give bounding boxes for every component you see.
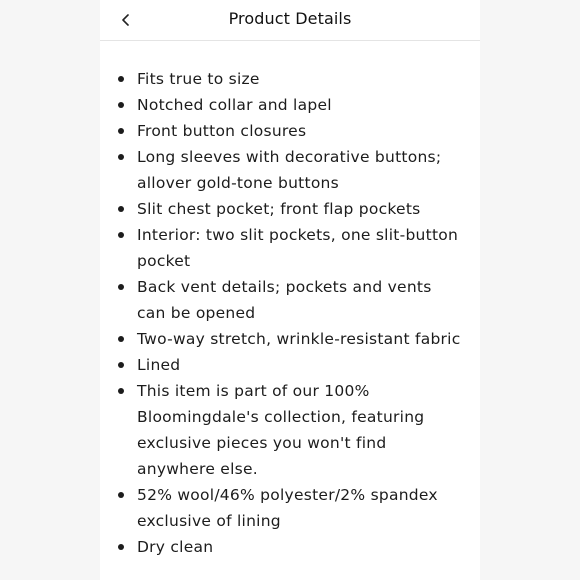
list-item-text: Notched collar and lapel xyxy=(137,96,332,114)
list-item-text: Two-way stretch, wrinkle-resistant fabric xyxy=(137,330,461,348)
list-item xyxy=(100,144,480,196)
bullet-dot-icon xyxy=(118,544,124,550)
bullet-dot-icon xyxy=(118,388,124,394)
list-item-text: Fits true to size xyxy=(137,70,260,88)
list-item xyxy=(100,196,480,222)
bullet-dot-icon xyxy=(118,76,124,82)
bullet-dot-icon xyxy=(118,492,124,498)
list-item xyxy=(100,118,480,144)
bullet-dot-icon xyxy=(118,128,124,134)
header-bar xyxy=(100,0,480,41)
list-item-text: Front button closures xyxy=(137,122,307,140)
list-item xyxy=(100,482,480,534)
list-item xyxy=(100,534,480,560)
list-item-text: 52% wool/46% polyester/2% spandex exclusive of lining xyxy=(137,486,438,530)
bullet-dot-icon xyxy=(118,154,124,160)
page-title: Product Details xyxy=(228,9,352,28)
product-details-list xyxy=(100,66,480,560)
list-item-text: This item is part of our 100% Bloomingdale's collection, featuring exclusive pieces you won't find anywhere else. xyxy=(137,382,425,478)
list-item xyxy=(100,92,480,118)
list-item xyxy=(100,378,480,482)
list-item xyxy=(100,66,480,92)
list-item-text: Dry clean xyxy=(137,538,214,556)
bullet-dot-icon xyxy=(118,232,124,238)
list-item-text: Interior: two slit pockets, one slit-button pocket xyxy=(137,226,459,270)
list-item-text: Lined xyxy=(137,356,181,374)
bullet-dot-icon xyxy=(118,206,124,212)
bullet-dot-icon xyxy=(118,336,124,342)
bullet-dot-icon xyxy=(118,284,124,290)
list-item-text: Long sleeves with decorative buttons; allover gold-tone buttons xyxy=(137,148,442,192)
list-item xyxy=(100,274,480,326)
list-item xyxy=(100,326,480,352)
list-item xyxy=(100,222,480,274)
product-details-screen xyxy=(100,0,480,580)
list-item-text: Slit chest pocket; front flap pockets xyxy=(137,200,421,218)
list-item-text: Back vent details; pockets and vents can be opened xyxy=(137,278,432,322)
bullet-dot-icon xyxy=(118,102,124,108)
list-item xyxy=(100,352,480,378)
bullet-dot-icon xyxy=(118,362,124,368)
